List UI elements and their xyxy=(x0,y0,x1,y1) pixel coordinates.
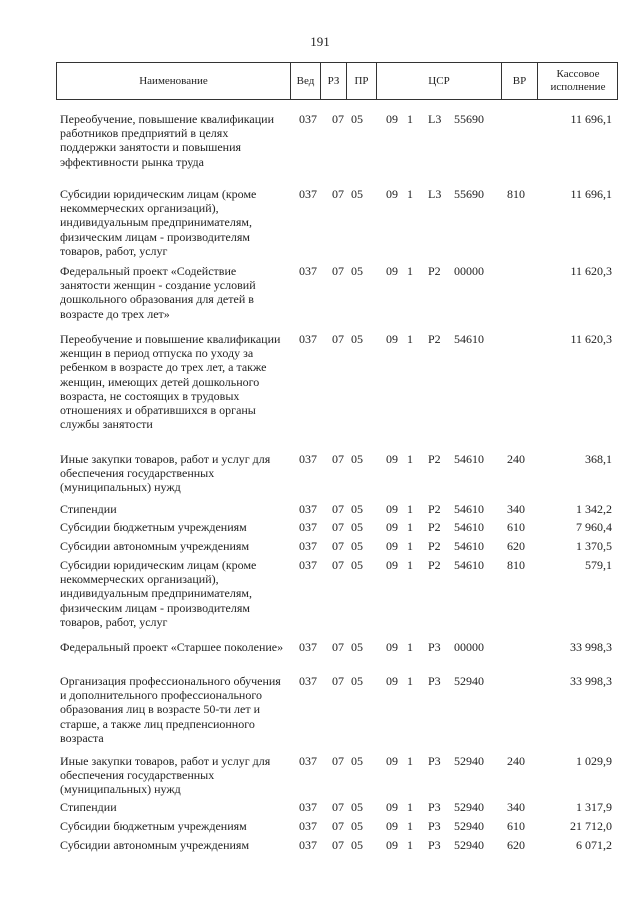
row-name: Субсидии бюджетным учреждениям xyxy=(60,819,247,833)
row-c1: 09 xyxy=(386,502,398,516)
row-vr: 810 xyxy=(507,558,525,572)
row-pr: 05 xyxy=(351,332,363,346)
header-vr: ВР xyxy=(502,63,538,99)
row-pr: 05 xyxy=(351,112,363,126)
row-pr: 05 xyxy=(351,520,363,534)
row-c3: Р3 xyxy=(428,838,441,852)
header-csr: ЦСР xyxy=(377,63,502,99)
table-header xyxy=(56,62,618,100)
row-c3: Р3 xyxy=(428,819,441,833)
row-name: Переобучение и повышение квалификации женщин в период отпуска по уходу за ребенком в возрасте до трех лет, а также женщин, имеющих детей дошкольного возраста, не состоящих в трудовых отношениях и обратившихся в органы службы занятости xyxy=(60,332,281,432)
row-c4: 54610 xyxy=(454,539,484,553)
row-c4: 54610 xyxy=(454,558,484,572)
row-vr: 340 xyxy=(507,502,525,516)
row-c2: 1 xyxy=(407,674,413,688)
row-c4: 52940 xyxy=(454,674,484,688)
row-name: Субсидии автономным учреждениям xyxy=(60,539,250,553)
row-c3: Р2 xyxy=(428,452,441,466)
row-c3: Р2 xyxy=(428,558,441,572)
row-sum: 33 998,3 xyxy=(570,674,612,688)
row-rz: 07 xyxy=(332,558,344,572)
row-rz: 07 xyxy=(332,539,344,553)
header-sum: Кассовое исполнение xyxy=(550,68,606,93)
row-pr: 05 xyxy=(351,838,363,852)
row-c2: 1 xyxy=(407,112,413,126)
row-c4: 52940 xyxy=(454,754,484,768)
row-sum: 1 029,9 xyxy=(576,754,612,768)
row-rz: 07 xyxy=(332,754,344,768)
row-c2: 1 xyxy=(407,539,413,553)
row-sum: 21 712,0 xyxy=(570,819,612,833)
row-ved: 037 xyxy=(299,520,317,534)
row-pr: 05 xyxy=(351,502,363,516)
row-name: Субсидии автономным учреждениям xyxy=(60,838,250,852)
row-pr: 05 xyxy=(351,452,363,466)
row-vr: 620 xyxy=(507,539,525,553)
row-name: Субсидии бюджетным учреждениям xyxy=(60,520,247,534)
row-c4: 00000 xyxy=(454,640,484,654)
row-sum: 6 071,2 xyxy=(576,838,612,852)
row-name: Стипендии xyxy=(60,800,117,814)
row-c1: 09 xyxy=(386,452,398,466)
row-ved: 037 xyxy=(299,558,317,572)
row-c4: 54610 xyxy=(454,520,484,534)
row-c2: 1 xyxy=(407,187,413,201)
row-ved: 037 xyxy=(299,838,317,852)
row-c1: 09 xyxy=(386,674,398,688)
row-pr: 05 xyxy=(351,558,363,572)
row-rz: 07 xyxy=(332,819,344,833)
row-c1: 09 xyxy=(386,640,398,654)
row-ved: 037 xyxy=(299,452,317,466)
row-sum: 1 342,2 xyxy=(576,502,612,516)
row-rz: 07 xyxy=(332,452,344,466)
row-sum: 579,1 xyxy=(585,558,612,572)
row-name: Субсидии юридическим лицам (кроме некоммерческих организаций), индивидуальным предпринимателям, физическим лицам - производителям товаров, работ, услуг xyxy=(60,187,257,258)
row-ved: 037 xyxy=(299,187,317,201)
row-rz: 07 xyxy=(332,332,344,346)
row-rz: 07 xyxy=(332,674,344,688)
row-ved: 037 xyxy=(299,112,317,126)
row-pr: 05 xyxy=(351,819,363,833)
row-sum: 11 696,1 xyxy=(570,187,612,201)
row-c1: 09 xyxy=(386,187,398,201)
row-ved: 037 xyxy=(299,819,317,833)
row-name: Федеральный проект «Содействие занятости женщин - создание условий дошкольного образования для детей в возрасте до трех лет» xyxy=(60,264,256,321)
row-c4: 54610 xyxy=(454,332,484,346)
header-pr: ПР xyxy=(347,63,377,99)
row-pr: 05 xyxy=(351,754,363,768)
row-sum: 7 960,4 xyxy=(576,520,612,534)
row-sum: 368,1 xyxy=(585,452,612,466)
row-c3: Р3 xyxy=(428,640,441,654)
row-c1: 09 xyxy=(386,332,398,346)
row-pr: 05 xyxy=(351,539,363,553)
row-pr: 05 xyxy=(351,187,363,201)
row-c4: 00000 xyxy=(454,264,484,278)
row-c2: 1 xyxy=(407,800,413,814)
row-c2: 1 xyxy=(407,754,413,768)
row-c2: 1 xyxy=(407,264,413,278)
row-vr: 810 xyxy=(507,187,525,201)
row-c1: 09 xyxy=(386,520,398,534)
row-ved: 037 xyxy=(299,264,317,278)
row-c3: Р2 xyxy=(428,502,441,516)
header-name: Наименование xyxy=(57,63,291,99)
row-rz: 07 xyxy=(332,502,344,516)
row-name: Стипендии xyxy=(60,502,117,516)
row-vr: 240 xyxy=(507,754,525,768)
row-ved: 037 xyxy=(299,640,317,654)
row-c4: 55690 xyxy=(454,187,484,201)
row-c2: 1 xyxy=(407,819,413,833)
row-c3: Р2 xyxy=(428,332,441,346)
row-name: Федеральный проект «Старшее поколение» xyxy=(60,640,284,654)
row-vr: 620 xyxy=(507,838,525,852)
row-ved: 037 xyxy=(299,539,317,553)
row-name: Иные закупки товаров, работ и услуг для обеспечения государственных (муниципальных) нужд xyxy=(60,452,271,495)
row-ved: 037 xyxy=(299,754,317,768)
row-rz: 07 xyxy=(332,264,344,278)
row-c1: 09 xyxy=(386,819,398,833)
row-c1: 09 xyxy=(386,754,398,768)
row-sum: 11 620,3 xyxy=(570,264,612,278)
row-c1: 09 xyxy=(386,800,398,814)
row-rz: 07 xyxy=(332,520,344,534)
row-c4: 54610 xyxy=(454,502,484,516)
row-name: Иные закупки товаров, работ и услуг для обеспечения государственных (муниципальных) нужд xyxy=(60,754,271,797)
row-c4: 55690 xyxy=(454,112,484,126)
header-rz: РЗ xyxy=(321,63,347,99)
row-c1: 09 xyxy=(386,558,398,572)
row-c4: 52940 xyxy=(454,800,484,814)
row-c1: 09 xyxy=(386,264,398,278)
row-sum: 1 370,5 xyxy=(576,539,612,553)
row-c2: 1 xyxy=(407,332,413,346)
row-c4: 54610 xyxy=(454,452,484,466)
row-vr: 610 xyxy=(507,819,525,833)
row-c3: Р2 xyxy=(428,264,441,278)
row-c3: Р2 xyxy=(428,539,441,553)
row-pr: 05 xyxy=(351,800,363,814)
row-rz: 07 xyxy=(332,112,344,126)
row-c1: 09 xyxy=(386,838,398,852)
row-c2: 1 xyxy=(407,520,413,534)
row-c3: Р3 xyxy=(428,800,441,814)
row-c2: 1 xyxy=(407,640,413,654)
row-ved: 037 xyxy=(299,674,317,688)
row-pr: 05 xyxy=(351,674,363,688)
row-name: Организация профессионального обучения и дополнительного профессионального образования лиц в возрасте 50-ти лет и старше, а также лиц предпенсионного возраста xyxy=(60,674,281,745)
row-c2: 1 xyxy=(407,502,413,516)
row-pr: 05 xyxy=(351,264,363,278)
header-ved: Вед xyxy=(291,63,321,99)
row-c3: L3 xyxy=(428,112,442,126)
row-rz: 07 xyxy=(332,800,344,814)
row-c1: 09 xyxy=(386,539,398,553)
row-c2: 1 xyxy=(407,558,413,572)
row-sum: 33 998,3 xyxy=(570,640,612,654)
row-name: Переобучение, повышение квалификации работников предприятий в целях поддержки занятости и повышения эффективности рынка труда xyxy=(60,112,275,169)
row-ved: 037 xyxy=(299,800,317,814)
row-c2: 1 xyxy=(407,838,413,852)
row-rz: 07 xyxy=(332,187,344,201)
row-c3: L3 xyxy=(428,187,442,201)
row-name: Субсидии юридическим лицам (кроме некоммерческих организаций), индивидуальным предпринимателям, физическим лицам - производителям товаров, работ, услуг xyxy=(60,558,257,629)
row-vr: 610 xyxy=(507,520,525,534)
row-ved: 037 xyxy=(299,502,317,516)
row-c3: Р3 xyxy=(428,754,441,768)
row-c2: 1 xyxy=(407,452,413,466)
row-vr: 340 xyxy=(507,800,525,814)
row-c4: 52940 xyxy=(454,819,484,833)
row-sum: 11 696,1 xyxy=(570,112,612,126)
row-ved: 037 xyxy=(299,332,317,346)
row-pr: 05 xyxy=(351,640,363,654)
row-sum: 1 317,9 xyxy=(576,800,612,814)
row-rz: 07 xyxy=(332,838,344,852)
row-c3: Р2 xyxy=(428,520,441,534)
row-c3: Р3 xyxy=(428,674,441,688)
page-number: 191 xyxy=(310,34,330,49)
row-vr: 240 xyxy=(507,452,525,466)
row-c4: 52940 xyxy=(454,838,484,852)
row-sum: 11 620,3 xyxy=(570,332,612,346)
row-rz: 07 xyxy=(332,640,344,654)
row-c1: 09 xyxy=(386,112,398,126)
